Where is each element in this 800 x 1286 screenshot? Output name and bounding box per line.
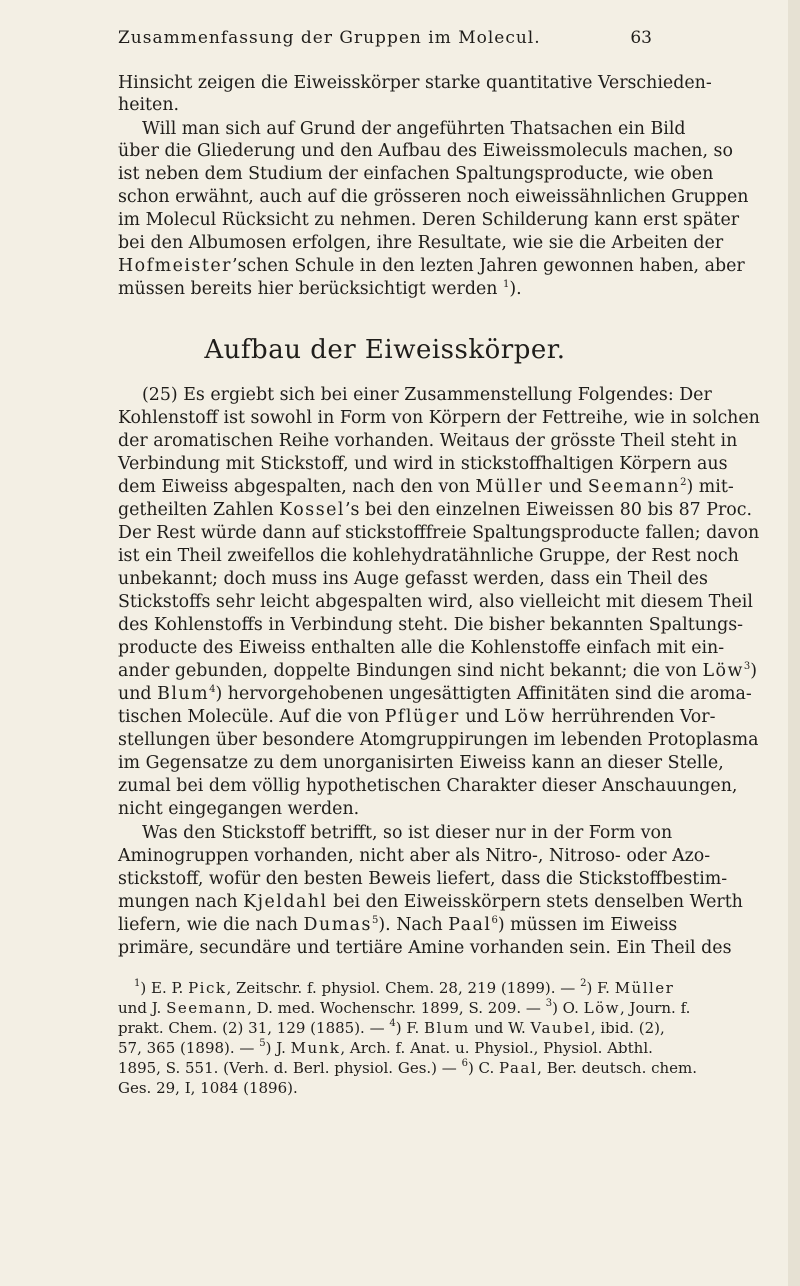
footnote-line: Ges. 29, I, 1084 (1896). [118, 1079, 298, 1097]
text-line: primäre, secundäre und tertiäre Amine vorhanden sein. Ein Theil des [118, 938, 732, 958]
footnote-line: prakt. Chem. (2) 31, 129 (1885). — $^4$) F. Blum und W. Vaubel, ibid. (2), [118, 1018, 665, 1037]
text-line: Der Rest würde dann auf stickstofffreie Spaltungsproducte fallen; davon [118, 523, 760, 543]
footnote-line: 57, 365 (1898). — $^5$) J. Munk, Arch. f. Anat. u. Physiol., Physiol. Abthl. [118, 1038, 653, 1057]
author-name: Müller [614, 979, 675, 997]
text-line: Hofmeister’schen Schule in den lezten Jahren gewonnen haben, aber [118, 256, 745, 276]
footnote-number: 5 [259, 1038, 266, 1049]
text-line: der aromatischen Reihe vorhanden. Weitaus der grösste Theil steht in [118, 431, 738, 451]
footnote-ref[interactable]: 1 [502, 279, 510, 290]
text-line: Kohlenstoff ist sowohl in Form von Körpern der Fettreihe, wie in solchen [118, 408, 760, 428]
text-line: schon erwähnt, auch auf die grösseren noch eiweissähnlichen Gruppen [118, 187, 749, 207]
footnote-ref[interactable]: 2 [680, 477, 687, 488]
footnote-number: 2 [580, 978, 587, 989]
text-line: Will man sich auf Grund der angeführten Thatsachen ein Bild [142, 119, 686, 139]
text-line: im Gegensatze zu dem unorganisirten Eiweiss kann an dieser Stelle, [118, 753, 724, 773]
text-line: (25) Es ergiebt sich bei einer Zusammenstellung Folgendes: Der [142, 385, 712, 405]
author-name: Blum [423, 1019, 470, 1037]
text-line: nicht eingegangen werden. [118, 799, 360, 819]
footnote-ref[interactable]: 4 [209, 684, 216, 695]
author-name: Löw [702, 661, 744, 681]
footnote-number: 4 [389, 1018, 396, 1029]
author-name: Paal [499, 1059, 538, 1077]
author-name: Hofmeister [118, 256, 232, 276]
author-name: Pflüger [384, 707, 460, 727]
text-line: Hinsicht zeigen die Eiweisskörper starke quantitative Verschieden- [118, 73, 712, 93]
text-line: stickstoff, wofür den besten Beweis liefert, dass die Stickstoffbestim- [118, 869, 728, 889]
author-name: Seemann [166, 999, 248, 1017]
running-header [118, 28, 652, 56]
text-line: bei den Albumosen erfolgen, ihre Resultate, wie sie die Arbeiten der [118, 233, 724, 253]
text-line: Verbindung mit Stickstoff, und wird in stickstoffhaltigen Körpern aus [118, 454, 728, 474]
author-name: Löw [583, 999, 620, 1017]
author-name: Dumas [303, 915, 372, 935]
text-line: dem Eiweiss abgespalten, nach den von Müller und Seemann$^2$) mit- [118, 477, 734, 497]
text-line: getheilten Zahlen Kossel’s bei den einzelnen Eiweissen 80 bis 87 Proc. [118, 500, 752, 520]
text-line: müssen bereits hier berücksichtigt werden $^1$). [118, 279, 522, 299]
footnote-line: 1895, S. 551. (Verh. d. Berl. physiol. Ges.) — $^6$) C. Paal, Ber. deutsch. chem. [118, 1058, 698, 1077]
author-name: Löw [504, 707, 546, 727]
running-title: Zusammenfassung der Gruppen im Molecul. [118, 28, 541, 48]
footnote-ref[interactable]: 3 [743, 661, 751, 672]
author-name: Müller [475, 477, 544, 497]
footnote-number: 3 [545, 998, 553, 1009]
text-line: Was den Stickstoff betrifft, so ist dieser nur in der Form von [142, 823, 673, 843]
section-heading: Aufbau der Eiweisskörper. [204, 335, 566, 365]
author-name: Pick [188, 979, 227, 997]
text-line: liefern, wie die nach Dumas$^5$). Nach Paal$^6$) müssen im Eiweiss [118, 915, 678, 935]
text-line: ist neben dem Studium der einfachen Spaltungsproducte, wie oben [118, 164, 714, 184]
footnote-number: 6 [461, 1058, 468, 1069]
text-line: im Molecul Rücksicht zu nehmen. Deren Schilderung kann erst später [118, 210, 740, 230]
page-number: 63 [630, 28, 652, 48]
text-line: ist ein Theil zweifellos die kohlehydratähnliche Gruppe, der Rest noch [118, 546, 739, 566]
footnote-line: und J. Seemann, D. med. Wochenschr. 1899, S. 209. — $^3$) O. Löw, Journ. f. [118, 998, 691, 1017]
author-name: Kossel [279, 500, 345, 520]
footnote-line: $^1$) E. P. Pick, Zeitschr. f. physiol. Chem. 28, 219 (1899). — $^2$) F. Müller [134, 978, 675, 997]
author-name: Paal [448, 915, 492, 935]
text-line: des Kohlenstoffs in Verbindung steht. Die bisher bekannten Spaltungs- [118, 615, 744, 635]
author-name: Kjeldahl [243, 892, 328, 912]
text-line: Stickstoffs sehr leicht abgespalten wird, also vielleicht mit diesem Theil [118, 592, 753, 612]
author-name: Seemann [587, 477, 681, 497]
text-line: ander gebunden, doppelte Bindungen sind nicht bekannt; die von Löw$^3$) [118, 661, 758, 681]
text-line: heiten. [118, 95, 180, 115]
author-name: Vaubel [530, 1019, 591, 1037]
author-name: Munk [290, 1039, 341, 1057]
text-line: tischen Molecüle. Auf die von Pflüger und Löw herrührenden Vor- [118, 707, 716, 727]
author-name: Blum [157, 684, 210, 704]
text-line: mungen nach Kjeldahl bei den Eiweisskörpern stets denselben Werth [118, 892, 743, 912]
page-edge [788, 0, 800, 1286]
text-line: zumal bei dem völlig hypothetischen Charakter dieser Anschauungen, [118, 776, 738, 796]
footnote-number: 1 [134, 978, 141, 989]
text-line: über die Gliederung und den Aufbau des Eiweissmoleculs machen, so [118, 141, 733, 161]
text-line: Aminogruppen vorhanden, nicht aber als Nitro-, Nitroso- oder Azo- [118, 846, 711, 866]
text-line: stellungen über besondere Atomgruppirungen im lebenden Protoplasma [118, 730, 759, 750]
footnote-ref[interactable]: 5 [371, 915, 379, 926]
text-line: und Blum$^4$) hervorgehobenen ungesättigten Affinitäten sind die aroma- [118, 684, 752, 704]
footnote-ref[interactable]: 6 [491, 915, 498, 926]
text-line: unbekannt; doch muss ins Auge gefasst werden, dass ein Theil des [118, 569, 708, 589]
text-line: producte des Eiweiss enthalten alle die Kohlenstoffe einfach mit ein- [118, 638, 725, 658]
